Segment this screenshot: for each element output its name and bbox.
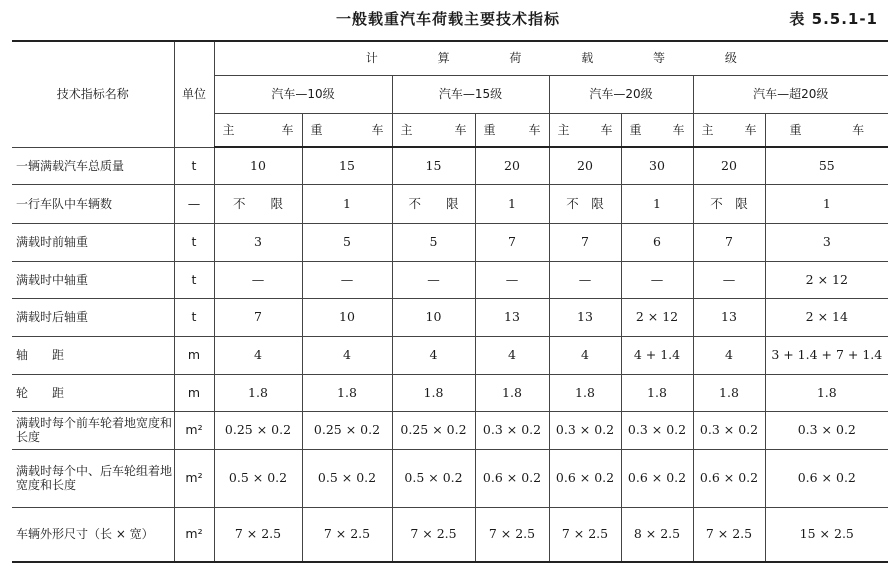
- cell: 0.25 × 0.2: [302, 411, 392, 449]
- row-unit: m: [174, 374, 214, 411]
- cell: 5: [302, 223, 392, 261]
- cell: 7 × 2.5: [549, 507, 621, 562]
- cell: 0.3 × 0.2: [549, 411, 621, 449]
- table-row: [12, 507, 888, 562]
- cell: 不 限: [693, 184, 765, 223]
- cell: 不 限: [392, 184, 475, 223]
- cell: 不 限: [214, 184, 302, 223]
- row-name: 满载时后轴重: [12, 298, 174, 336]
- cell: 55: [765, 147, 888, 184]
- cell: 1.8: [302, 374, 392, 411]
- cell: —: [549, 261, 621, 298]
- header-heavy-car: 重 车: [475, 113, 549, 147]
- header-main-car: 主 车: [549, 113, 621, 147]
- cell: 0.3 × 0.2: [765, 411, 888, 449]
- header-class-20: 汽车—20级: [549, 75, 693, 113]
- cell: 7: [475, 223, 549, 261]
- row-name: 车辆外形尺寸（长 × 宽）: [12, 507, 174, 562]
- cell: 7: [549, 223, 621, 261]
- cell: 0.6 × 0.2: [765, 449, 888, 507]
- table-row: [12, 184, 888, 223]
- cell: 不 限: [549, 184, 621, 223]
- cell: 4: [392, 336, 475, 374]
- cell: 1.8: [621, 374, 693, 411]
- table-row: [12, 261, 888, 298]
- cell: 2 × 12: [765, 261, 888, 298]
- header-heavy-car: 重 车: [765, 113, 888, 147]
- table-row: [12, 223, 888, 261]
- cell: 13: [693, 298, 765, 336]
- row-unit: t: [174, 261, 214, 298]
- row-name: 满载时每个前车轮着地宽度和长度: [12, 411, 174, 449]
- row-name: 一行车队中车辆数: [12, 184, 174, 223]
- header-heavy-car: 重 车: [302, 113, 392, 147]
- cell: 0.6 × 0.2: [475, 449, 549, 507]
- table-row: [12, 336, 888, 374]
- row-unit: m²: [174, 507, 214, 562]
- cell: 13: [549, 298, 621, 336]
- header-main-car: 主 车: [693, 113, 765, 147]
- row-name: 满载时每个中、后车轮组着地宽度和长度: [12, 449, 174, 507]
- cell: 1.8: [693, 374, 765, 411]
- cell: 30: [621, 147, 693, 184]
- cell: 0.25 × 0.2: [392, 411, 475, 449]
- table-row: [12, 147, 888, 184]
- cell: 20: [693, 147, 765, 184]
- cell: 20: [475, 147, 549, 184]
- cell: —: [214, 261, 302, 298]
- cell: 15 × 2.5: [765, 507, 888, 562]
- row-unit: m: [174, 336, 214, 374]
- row-unit: —: [174, 184, 214, 223]
- cell: 10: [392, 298, 475, 336]
- header-class-15: 汽车—15级: [392, 75, 549, 113]
- table-row: [12, 449, 888, 507]
- cell: 1.8: [549, 374, 621, 411]
- cell: 7 × 2.5: [693, 507, 765, 562]
- header-class-10: 汽车—10级: [214, 75, 392, 113]
- header-main-car: 主 车: [214, 113, 302, 147]
- cell: 0.6 × 0.2: [693, 449, 765, 507]
- row-name: 满载时中轴重: [12, 261, 174, 298]
- cell: —: [621, 261, 693, 298]
- header-group: [214, 41, 888, 75]
- cell: 1.8: [214, 374, 302, 411]
- table-title: 一般载重汽车荷载主要技术指标: [335, 10, 560, 28]
- header-unit-col: 单位: [174, 41, 214, 147]
- row-name: 一辆满载汽车总质量: [12, 147, 174, 184]
- cell: 2 × 14: [765, 298, 888, 336]
- header-heavy-car: 重 车: [621, 113, 693, 147]
- cell: 4: [302, 336, 392, 374]
- cell: 0.5 × 0.2: [392, 449, 475, 507]
- header-name-col: 技术指标名称: [12, 41, 174, 147]
- cell: 7: [214, 298, 302, 336]
- cell: 4 + 1.4: [621, 336, 693, 374]
- cell: 2 × 12: [621, 298, 693, 336]
- row-unit: m²: [174, 411, 214, 449]
- cell: 15: [392, 147, 475, 184]
- cell: —: [693, 261, 765, 298]
- row-unit: t: [174, 298, 214, 336]
- cell: 1: [621, 184, 693, 223]
- cell: 0.5 × 0.2: [214, 449, 302, 507]
- cell: 4: [549, 336, 621, 374]
- row-unit: m²: [174, 449, 214, 507]
- table-row: [12, 411, 888, 449]
- header-main-car: 主 车: [392, 113, 475, 147]
- cell: 0.3 × 0.2: [475, 411, 549, 449]
- cell: 1: [765, 184, 888, 223]
- table-row: [12, 298, 888, 336]
- cell: 20: [549, 147, 621, 184]
- cell: 3: [765, 223, 888, 261]
- cell: —: [475, 261, 549, 298]
- cell: 1: [302, 184, 392, 223]
- cell: 4: [475, 336, 549, 374]
- row-unit: t: [174, 223, 214, 261]
- cell: 15: [302, 147, 392, 184]
- cell: 0.6 × 0.2: [621, 449, 693, 507]
- cell: 0.25 × 0.2: [214, 411, 302, 449]
- header-class-super20: 汽车—超20级: [693, 75, 888, 113]
- cell: 5: [392, 223, 475, 261]
- cell: —: [302, 261, 392, 298]
- cell: —: [392, 261, 475, 298]
- row-unit: t: [174, 147, 214, 184]
- cell: 0.5 × 0.2: [302, 449, 392, 507]
- cell: 1.8: [765, 374, 888, 411]
- header-group-text: 计 算 荷 载 等 级: [365, 51, 765, 66]
- cell: 0.3 × 0.2: [621, 411, 693, 449]
- cell: 10: [302, 298, 392, 336]
- cell: 6: [621, 223, 693, 261]
- cell: 7 × 2.5: [214, 507, 302, 562]
- row-name: 满载时前轴重: [12, 223, 174, 261]
- cell: 4: [693, 336, 765, 374]
- row-name: 轮 距: [12, 374, 174, 411]
- cell: 1.8: [392, 374, 475, 411]
- cell: 1: [475, 184, 549, 223]
- cell: 8 × 2.5: [621, 507, 693, 562]
- cell: 1.8: [475, 374, 549, 411]
- load-spec-table: [12, 40, 888, 563]
- cell: 0.6 × 0.2: [549, 449, 621, 507]
- cell: 10: [214, 147, 302, 184]
- cell: 3 + 1.4 + 7 + 1.4: [765, 336, 888, 374]
- cell: 7 × 2.5: [392, 507, 475, 562]
- row-name: 轴 距: [12, 336, 174, 374]
- cell: 4: [214, 336, 302, 374]
- cell: 3: [214, 223, 302, 261]
- cell: 7 × 2.5: [302, 507, 392, 562]
- cell: 13: [475, 298, 549, 336]
- table-row: [12, 374, 888, 411]
- cell: 7 × 2.5: [475, 507, 549, 562]
- table-number: 表 5.5.1-1: [789, 10, 878, 28]
- cell: 0.3 × 0.2: [693, 411, 765, 449]
- cell: 7: [693, 223, 765, 261]
